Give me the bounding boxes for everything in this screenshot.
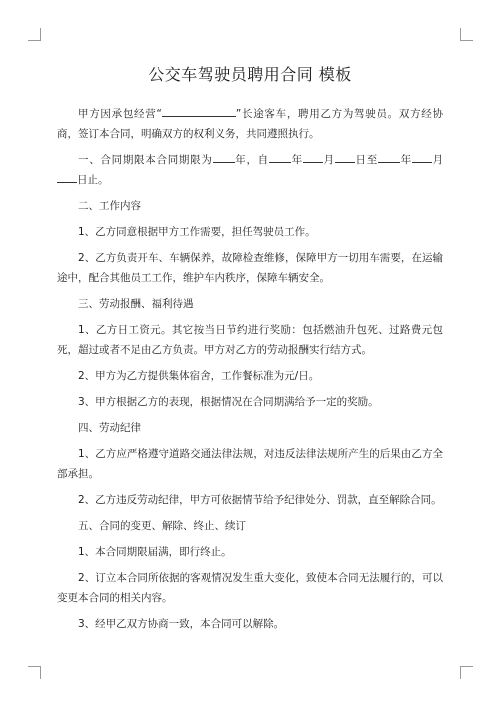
clause-paragraph: 1、本合同期限届满，即行终止。 bbox=[78, 546, 232, 558]
fill-blank-company bbox=[162, 105, 236, 117]
clause-paragraph: 1、乙方日工资元。其它按当日节约进行奖励：包括燃油升包死、过路费元包死，超过或者不足由乙方负责。甲方对乙方的劳动报酬实行结方式。 bbox=[57, 324, 443, 356]
clause-paragraph: 3、甲方根据乙方的表现，根据情况在合同期满给予一定的奖励。 bbox=[78, 396, 379, 408]
intro-paragraph bbox=[57, 104, 443, 144]
crop-mark-bottom-right bbox=[460, 666, 473, 679]
fill-blank bbox=[335, 151, 355, 163]
section-heading-work: 二、工作内容 bbox=[78, 200, 141, 212]
intro-text-end: ”长途客车，聘用乙方为驾驶员。双方经协商，签订本合同，明确双方的权利义务，共同遵照执行。 bbox=[57, 108, 443, 140]
clause-paragraph: 3、经甲乙双方协商一致，本合同可以解除。 bbox=[78, 618, 285, 630]
crop-mark-bottom-left bbox=[28, 666, 41, 679]
crop-mark-top-right bbox=[460, 28, 473, 41]
term-text: 年 bbox=[290, 154, 303, 166]
clause-paragraph: 1、乙方同意根据甲方工作需要，担任驾驶员工作。 bbox=[78, 226, 316, 238]
fill-blank bbox=[378, 151, 400, 163]
section-heading-change: 五、合同的变更、解除、终止、续订 bbox=[78, 520, 246, 532]
intro-text-start: 甲方因承包经营“ bbox=[78, 108, 162, 120]
section-heading-discipline: 四、劳动纪律 bbox=[78, 422, 141, 434]
clause-paragraph: 2、甲方为乙方提供集体宿舍，工作餐标准为元/日。 bbox=[78, 370, 320, 382]
document-title: 公交车驾驶员聘用合同 模板 bbox=[148, 65, 352, 84]
term-text: 日至 bbox=[354, 154, 378, 166]
fill-blank bbox=[269, 151, 291, 163]
section-heading-pay: 三、劳动报酬、福利待遇 bbox=[78, 298, 194, 310]
term-paragraph bbox=[57, 150, 443, 190]
term-text: 月 bbox=[322, 154, 335, 166]
clause-paragraph: 2、订立本合同所依据的客观情况发生重大变化，致使本合同无法履行的，可以变更本合同的相关内容。 bbox=[57, 572, 443, 604]
document-body bbox=[57, 104, 443, 640]
term-text: 年，自 bbox=[234, 154, 269, 166]
fill-blank bbox=[213, 151, 235, 163]
term-text: 年 bbox=[399, 154, 412, 166]
term-text: 日止。 bbox=[77, 174, 109, 186]
fill-blank bbox=[57, 171, 77, 183]
fill-blank bbox=[412, 151, 432, 163]
clause-paragraph: 2、乙方违反劳动纪律，甲方可依据情节给予纪律处分、罚款，直至解除合同。 bbox=[78, 494, 442, 506]
term-text: 月 bbox=[431, 154, 444, 166]
fill-blank bbox=[303, 151, 323, 163]
crop-mark-top-left bbox=[28, 28, 41, 41]
clause-paragraph: 1、乙方应严格遵守道路交通法律法规，对违反法律法规所产生的后果由乙方全部承担。 bbox=[57, 448, 443, 480]
term-text: 一、合同期限本合同期限为 bbox=[78, 154, 213, 166]
clause-paragraph: 2、乙方负责开车、车辆保养，故障检查维修，保障甲方一切用车需要，在运输途中，配合其他员工工作，维护车内秩序，保障车辆安全。 bbox=[57, 252, 443, 284]
